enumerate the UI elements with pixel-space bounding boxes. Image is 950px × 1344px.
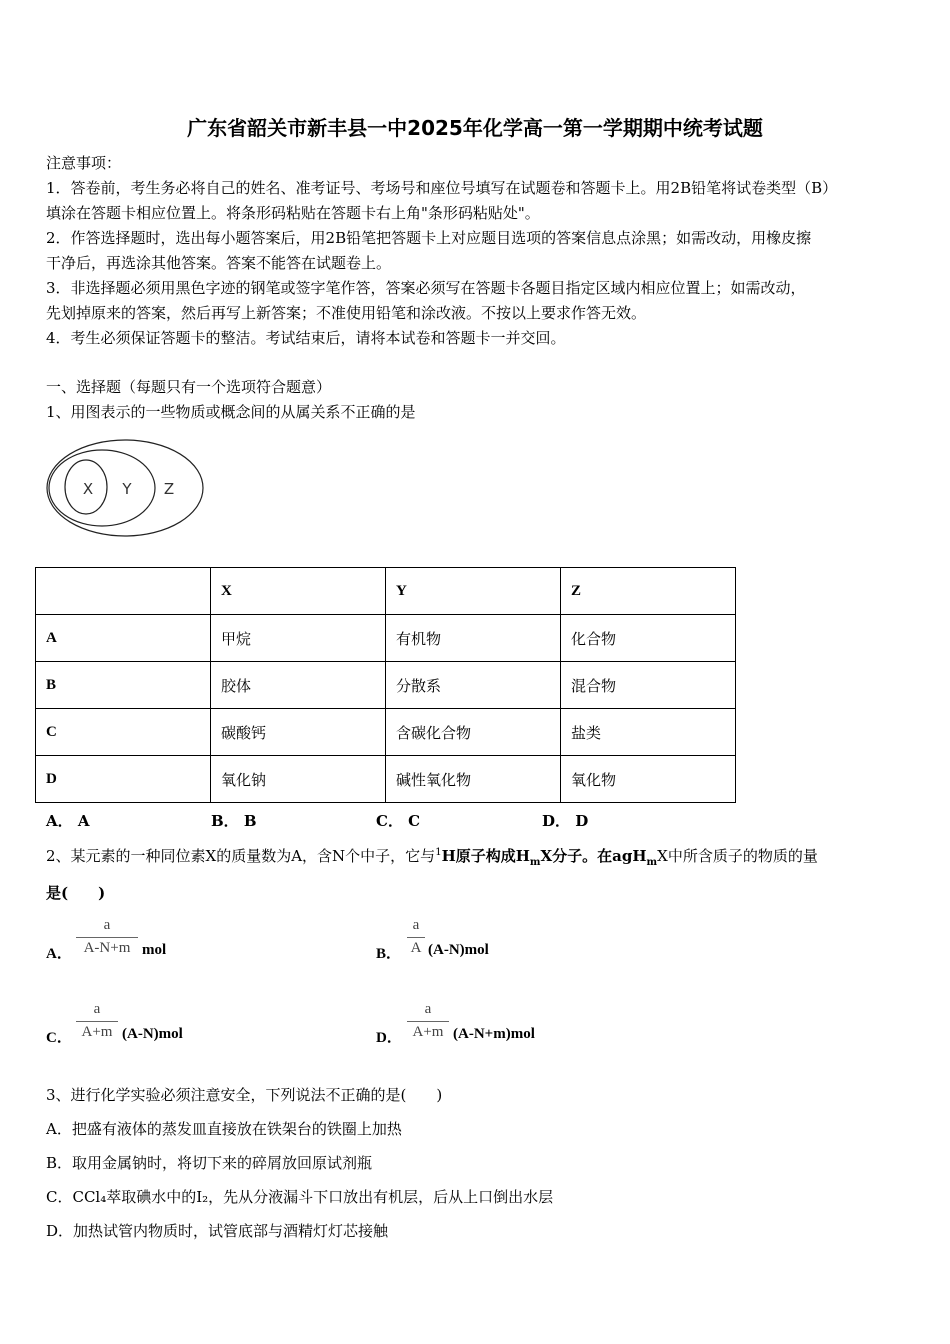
fraction-b [407, 917, 425, 961]
notice-heading: 注意事项： [46, 154, 122, 172]
nested-sets-diagram [44, 437, 206, 539]
question-3-option-a: A．把盛有液体的蒸发皿直接放在铁架台的铁圈上加热 [46, 1120, 402, 1138]
table-cell: 含碳化合物 [386, 709, 561, 756]
question-2-option-a-label: A． [46, 946, 72, 962]
table-cell: 碳酸钙 [211, 709, 386, 756]
table-cell: 氧化钠 [211, 756, 386, 803]
question-2-stem-line2: 是( ) [46, 884, 106, 902]
question-3-option-c: C．CCl₄萃取碘水中的I₂，先从分液漏斗下口放出有机层，后从上口倒出水层 [46, 1188, 554, 1206]
fraction-c [76, 1001, 118, 1045]
table-cell: Z [561, 568, 736, 615]
question-3-option-b: B．取用金属钠时，将切下来的碎屑放回原试剂瓶 [46, 1154, 373, 1172]
fraction-d [407, 1001, 449, 1045]
table-row [36, 615, 736, 662]
table-cell: 碱性氧化物 [386, 756, 561, 803]
table-cell: 胶体 [211, 662, 386, 709]
notice-line: 干净后，再选涂其他答案。答案不能答在试题卷上。 [46, 254, 392, 272]
fraction-numerator: a [93, 1001, 101, 1017]
table-cell: A [36, 615, 211, 662]
table-cell: C [36, 709, 211, 756]
table-cell: 分散系 [386, 662, 561, 709]
question-3-option-d: D．加热试管内物质时，试管底部与酒精灯灯芯接触 [46, 1222, 389, 1240]
table-cell: 有机物 [386, 615, 561, 662]
table-row [36, 709, 736, 756]
fraction-denominator: A-N+m [83, 940, 131, 956]
label-y: Y [122, 480, 132, 498]
question-1-option-b: B． B [211, 812, 257, 830]
notice-line: 2．作答选择题时，选出每小题答案后，用2B铅笔把答题卡上对应题目选项的答案信息点涂黑；如需改动，用橡皮擦 [46, 229, 812, 247]
table-cell: D [36, 756, 211, 803]
notice-line: 4．考生必须保证答题卡的整洁。考试结束后，请将本试卷和答题卡一并交回。 [46, 329, 566, 347]
page-title: 广东省韶关市新丰县一中2025年化学高一第一学期期中统考试题 [187, 116, 763, 140]
table-cell: B [36, 662, 211, 709]
table-row [36, 662, 736, 709]
question-2-option-c-suffix: (A-N)mol [122, 1026, 183, 1042]
question-2-option-a-suffix: mol [142, 942, 167, 958]
question-1-option-d: D． D [542, 812, 589, 830]
table-cell: Y [386, 568, 561, 615]
table-cell: X [211, 568, 386, 615]
section-heading: 一、选择题（每题只有一个选项符合题意） [46, 378, 332, 396]
question-2-option-d-suffix: (A-N+m)mol [453, 1026, 535, 1042]
fraction-a [76, 917, 138, 961]
fraction-denominator: A [410, 940, 422, 956]
fraction-denominator: A+m [412, 1024, 444, 1040]
fraction-numerator: a [424, 1001, 432, 1017]
fraction-numerator: a [103, 917, 111, 933]
question-3-stem: 3、进行化学实验必须注意安全，下列说法不正确的是( ) [46, 1086, 443, 1104]
question-1-stem: 1、用图表示的一些物质或概念间的从属关系不正确的是 [46, 403, 416, 421]
label-x: X [82, 480, 94, 498]
fraction-denominator: A+m [81, 1024, 113, 1040]
question-1-table [35, 567, 736, 803]
table-row [36, 756, 736, 803]
table-row [36, 568, 736, 615]
table-cell: 混合物 [561, 662, 736, 709]
question-2-stem: 2、某元素的一种同位素X的质量数为A，含N个中子，它与$^1$H原子构成$H_mX$分子。在agH$_m$X中所含质子的物质的量 [46, 847, 818, 868]
question-2-option-d-label: D． [376, 1030, 402, 1046]
table-cell: 盐类 [561, 709, 736, 756]
question-1-option-c: C． C [376, 812, 421, 830]
notice-line: 3．非选择题必须用黑色字迹的钢笔或签字笔作答，答案必须写在答题卡各题目指定区域内相应位置上；如需改动， [46, 279, 806, 297]
notice-line: 1．答卷前，考生务必将自己的姓名、准考证号、考场号和座位号填写在试题卷和答题卡上。用2B铅笔将试卷类型（B） [46, 179, 838, 197]
table-cell [36, 568, 211, 615]
table-cell: 氧化物 [561, 756, 736, 803]
question-2-option-b-label: B． [376, 946, 402, 962]
notice-line: 先划掉原来的答案，然后再写上新答案；不准使用铅笔和涂改液。不按以上要求作答无效。 [46, 304, 647, 322]
notice-line: 填涂在答题卡相应位置上。将条形码粘贴在答题卡右上角"条形码粘贴处"。 [46, 204, 540, 222]
question-2-option-c-label: C． [46, 1030, 72, 1046]
table-cell: 甲烷 [211, 615, 386, 662]
question-2-option-b-suffix: (A-N)mol [428, 942, 489, 958]
question-1-option-a: A． A [46, 812, 90, 830]
fraction-numerator: a [412, 917, 420, 933]
table-cell: 化合物 [561, 615, 736, 662]
label-z: Z [163, 480, 175, 498]
